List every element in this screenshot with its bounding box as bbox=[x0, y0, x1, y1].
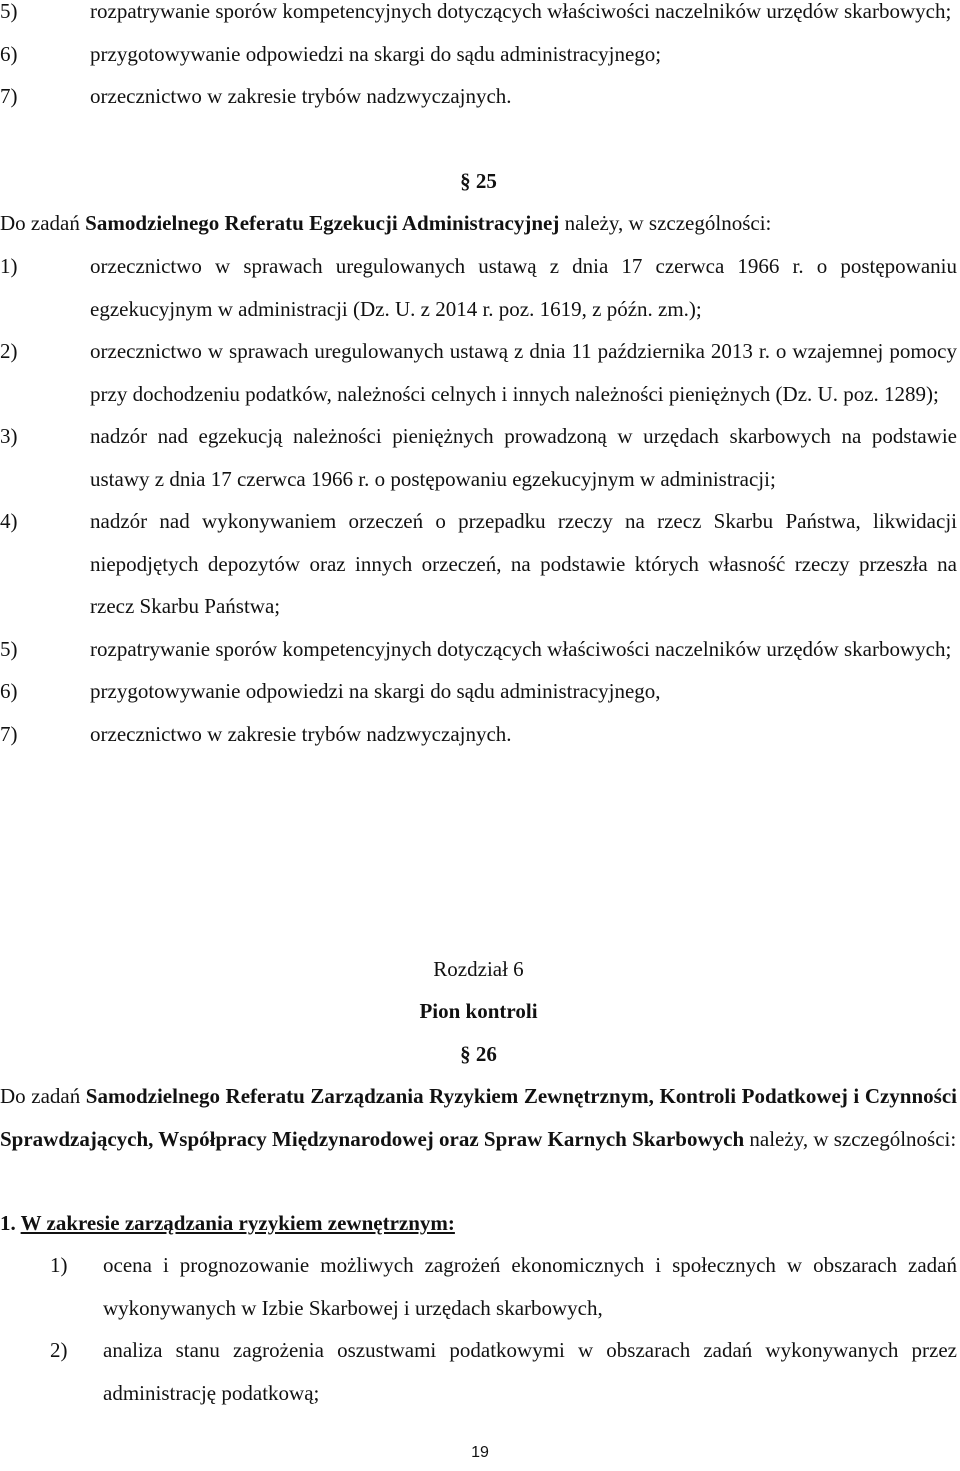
list-item bbox=[0, 0, 957, 33]
list-item-text: rozpatrywanie sporów kompetencyjnych dotyczących właściwości naczelników urzędów skarbowych; bbox=[90, 0, 952, 23]
list-item-text: orzecznictwo w zakresie trybów nadzwyczajnych. bbox=[90, 721, 512, 746]
subsection-number: 1. bbox=[0, 1211, 16, 1235]
intro-text: należy, w szczególności: bbox=[559, 211, 772, 235]
section-26-list bbox=[0, 1244, 957, 1414]
page-number: 19 bbox=[471, 1444, 489, 1461]
list-item-text: ocena i prognozowanie możliwych zagrożeń ekonomicznych i społecznych w obszarach zadań wykonywanych w Izbie Skarbowej i urzędach skarbowych, bbox=[103, 1253, 957, 1320]
list-item-number: 7) bbox=[0, 721, 18, 746]
list-item-number: 7) bbox=[0, 84, 18, 108]
list-item bbox=[0, 628, 957, 671]
intro-text: Do zadań bbox=[0, 211, 86, 235]
list-item bbox=[0, 670, 957, 713]
list-item bbox=[0, 500, 957, 628]
section-26-intro bbox=[0, 1075, 957, 1160]
list-item-text: rozpatrywanie sporów kompetencyjnych dotyczących właściwości naczelników urzędów skarbowych; bbox=[90, 636, 952, 661]
intro-text: należy, w szczególności: bbox=[744, 1126, 957, 1151]
list-item-number: 6) bbox=[0, 679, 18, 703]
list-item bbox=[0, 245, 957, 330]
list-item-number: 5) bbox=[0, 636, 18, 661]
list-item-text: nadzór nad wykonywaniem orzeczeń o przepadku rzeczy na rzecz Skarbu Państwa, likwidacji niepodjętych depozytów oraz innych orzeczeń, na podstawie których własność rzeczy przeszła na rzecz Skarbu Państwa; bbox=[90, 509, 957, 618]
top-list bbox=[0, 0, 957, 118]
chapter-title: Pion kontroli bbox=[419, 999, 538, 1023]
section-25-heading: § 25 bbox=[460, 169, 497, 193]
list-item-number: 3) bbox=[0, 424, 18, 448]
list-item bbox=[0, 75, 957, 118]
list-item-number: 1) bbox=[0, 254, 18, 278]
list-item-text: przygotowywanie odpowiedzi na skargi do sądu administracyjnego, bbox=[90, 679, 661, 703]
list-item-number: 4) bbox=[0, 509, 18, 533]
list-item bbox=[0, 1244, 957, 1329]
list-item-number: 2) bbox=[50, 1338, 68, 1362]
list-item-text: orzecznictwo w sprawach uregulowanych ustawą z dnia 17 czerwca 1966 r. o postępowaniu egzekucyjnym w administracji (Dz. U. z 2014 r. poz. 1619, z późn. zm.); bbox=[90, 254, 957, 321]
list-item bbox=[0, 33, 957, 76]
section-25-list bbox=[0, 245, 957, 755]
list-item bbox=[0, 330, 957, 415]
list-item-text: analiza stanu zagrożenia oszustwami podatkowymi w obszarach zadań wykonywanych przez administrację podatkową; bbox=[103, 1338, 957, 1405]
list-item-number: 6) bbox=[0, 41, 18, 66]
department-name: Samodzielnego Referatu Zarządzania Ryzykiem Zewnętrznym, Kontroli Podatkowej i Czynności Sprawdzających, Współpracy Międzynarodowej oraz Spraw Karnych Skarbowych bbox=[0, 1084, 957, 1151]
list-item-text: orzecznictwo w sprawach uregulowanych ustawą z dnia 11 października 2013 r. o wzajemnej pomocy przy dochodzeniu podatków, należności celnych i innych należności pieniężnych (Dz. U. poz. 1289); bbox=[90, 339, 957, 406]
section-26-heading: § 26 bbox=[460, 1042, 497, 1066]
list-item bbox=[0, 1329, 957, 1414]
subsection-heading bbox=[0, 1202, 957, 1245]
subsection-title: W zakresie zarządzania ryzykiem zewnętrznym: bbox=[20, 1211, 455, 1235]
list-item-number: 1) bbox=[50, 1253, 68, 1277]
list-item-text: przygotowywanie odpowiedzi na skargi do sądu administracyjnego; bbox=[90, 41, 662, 66]
section-25-intro bbox=[0, 202, 957, 245]
list-item-text: orzecznictwo w zakresie trybów nadzwyczajnych. bbox=[90, 84, 512, 108]
list-item-number: 5) bbox=[0, 0, 18, 23]
list-item bbox=[0, 713, 957, 756]
intro-text: Do zadań bbox=[0, 1084, 86, 1108]
list-item bbox=[0, 415, 957, 500]
department-name: Samodzielnego Referatu Egzekucji Administracyjnej bbox=[85, 211, 560, 235]
list-item-text: nadzór nad egzekucją należności pieniężnych prowadzoną w urzędach skarbowych na podstawie ustawy z dnia 17 czerwca 1966 r. o postępowaniu egzekucyjnym w administracji; bbox=[90, 424, 957, 491]
chapter-label: Rozdział 6 bbox=[433, 957, 524, 981]
list-item-number: 2) bbox=[0, 339, 18, 363]
